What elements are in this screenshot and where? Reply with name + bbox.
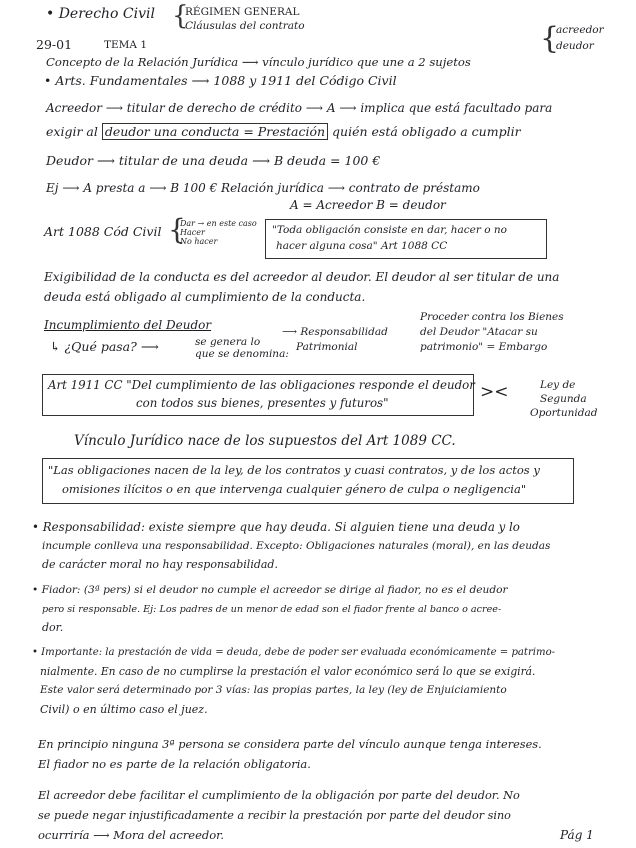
final-line2: se puede negar injustificadamente a recibir la prestación por parte del deudor sino (38, 809, 511, 822)
acreedor-line1: Acreedor ⟶ titular de derecho de crédito ⟶ A ⟶ implica que está facultado para (46, 101, 553, 115)
responsabilidad-label: ⟶ Responsabilidad (282, 326, 388, 338)
final-line1: El acreedor debe facilitar el cumplimiento de la obligación por parte del deudor. No (38, 789, 520, 802)
prestacion-box: deudor una conducta = Prestación (102, 123, 328, 140)
acreedor-line2-pre: exigir al (46, 124, 98, 139)
que-pasa: ↳ ¿Qué pasa? ⟶ (50, 339, 159, 354)
acreedor-line2 (46, 124, 521, 139)
principio-line1: En principio ninguna 3ª persona se considera parte del vínculo aunque tenga intereses. (38, 738, 542, 751)
proceder-line1: Proceder contra los Bienes (420, 311, 564, 323)
opcion-no-hacer: No hacer (180, 237, 218, 246)
sujeto-acreedor: acreedor (556, 24, 604, 36)
proceder-line2: del Deudor "Atacar su (420, 326, 538, 338)
responsabilidad-line2: incumple conlleva una responsabilidad. Excepto: Obligaciones naturales (moral), en las deudas (42, 540, 551, 552)
exigibilidad-line1: Exigibilidad de la conducta es del acreedor al deudor. El deudor al ser titular de una (44, 270, 560, 284)
importante-line4: Civil) o en último caso el juez. (40, 703, 208, 716)
opcion-hacer: Hacer (180, 228, 205, 237)
se-genera-line1: se genera lo (195, 336, 261, 348)
regimen-general: RÉGIMEN GENERAL (185, 6, 300, 18)
brace-1088: { (168, 213, 186, 246)
art-1088-label: Art 1088 Cód Civil (44, 224, 162, 239)
quote-1088-line1: "Toda obligación consiste en dar, hacer o no (272, 224, 507, 236)
incumplimiento-title: Incumplimiento del Deudor (44, 318, 212, 332)
brace-left: { (172, 1, 189, 31)
art-1911-line1: Art 1911 CC "Del cumplimiento de las obligaciones responde el deudor (48, 378, 475, 392)
fiador-line1: • Fiador: (3ª pers) si el deudor no cumple el acreedor se dirige al fiador, no es el deudor (32, 584, 508, 596)
se-genera-line2: que se denomina: (195, 348, 289, 360)
articulos-fundamentales: • Arts. Fundamentales ⟶ 1088 y 1911 del Código Civil (44, 73, 397, 88)
importante-line2: nialmente. En caso de no cumplirse la prestación el valor económico será lo que se exigirá. (40, 665, 536, 678)
exigibilidad-line2: deuda está obligado al cumplimiento de la conducta. (44, 290, 366, 304)
patrimonial-label: Patrimonial (296, 341, 358, 353)
deudor-line: Deudor ⟶ titular de una deuda ⟶ B deuda = 100 € (46, 153, 381, 168)
quote-1088-line2: hacer alguna cosa" Art 1088 CC (276, 240, 448, 252)
art-1911-line2: con todos sus bienes, presentes y futuros" (136, 396, 389, 410)
principio-line2: El fiador no es parte de la relación obligatoria. (38, 757, 311, 771)
clausulas-contrato: Cláusulas del contrato (185, 20, 305, 32)
ley-segunda-line3: Oportunidad (530, 407, 598, 419)
fiador-line2: pero si responsable. Ej: Los padres de un menor de edad son el fiador frente al banco o acree- (42, 604, 502, 615)
date: 29-01 (36, 37, 73, 52)
ejemplo-roles: A = Acreedor B = deudor (290, 198, 446, 212)
final-line3: ocurriría ⟶ Mora del acreedor. (38, 828, 225, 842)
brace-sujetos: { (540, 21, 560, 56)
vinculo-quote-line2: omisiones ilícitos o en que intervenga cualquier género de culpa o negligencia" (62, 482, 527, 496)
tema-title: TEMA 1 (104, 39, 148, 51)
responsabilidad-line1: • Responsabilidad: existe siempre que hay deuda. Si alguien tiene una deuda y lo (32, 520, 520, 534)
sujeto-deudor: deudor (556, 40, 594, 52)
vinculo-juridico-line: Vínculo Jurídico nace de los supuestos del Art 1089 CC. (74, 433, 456, 449)
ley-segunda-line1: Ley de (540, 379, 576, 391)
acreedor-line2-post: quién está obligado a cumplir (332, 124, 521, 139)
vinculo-quote-line1: "Las obligaciones nacen de la ley, de los contratos y cuasi contratos, y de los actos y (48, 463, 540, 477)
subject-heading: • Derecho Civil (46, 6, 155, 22)
concepto-relacion: Concepto de la Relación Jurídica ⟶ vínculo jurídico que une a 2 sujetos (46, 55, 471, 69)
importante-line1: • Importante: la prestación de vida = deuda, debe de poder ser evaluada económicamente = patrimo- (32, 647, 556, 658)
versus-symbol: >< (480, 382, 509, 402)
fiador-line3: dor. (42, 621, 64, 634)
proceder-line3: patrimonio" = Embargo (420, 341, 548, 353)
opcion-dar: Dar → en este caso (180, 219, 257, 228)
page-number: Pág 1 (560, 828, 594, 842)
importante-line3: Este valor será determinado por 3 vías: las propias partes, la ley (ley de Enjuiciamiento (40, 684, 507, 696)
ejemplo-line: Ej ⟶ A presta a ⟶ B 100 € Relación jurídica ⟶ contrato de préstamo (46, 181, 480, 195)
responsabilidad-line3: de carácter moral no hay responsabilidad. (42, 558, 278, 571)
ley-segunda-line2: Segunda (540, 393, 587, 405)
